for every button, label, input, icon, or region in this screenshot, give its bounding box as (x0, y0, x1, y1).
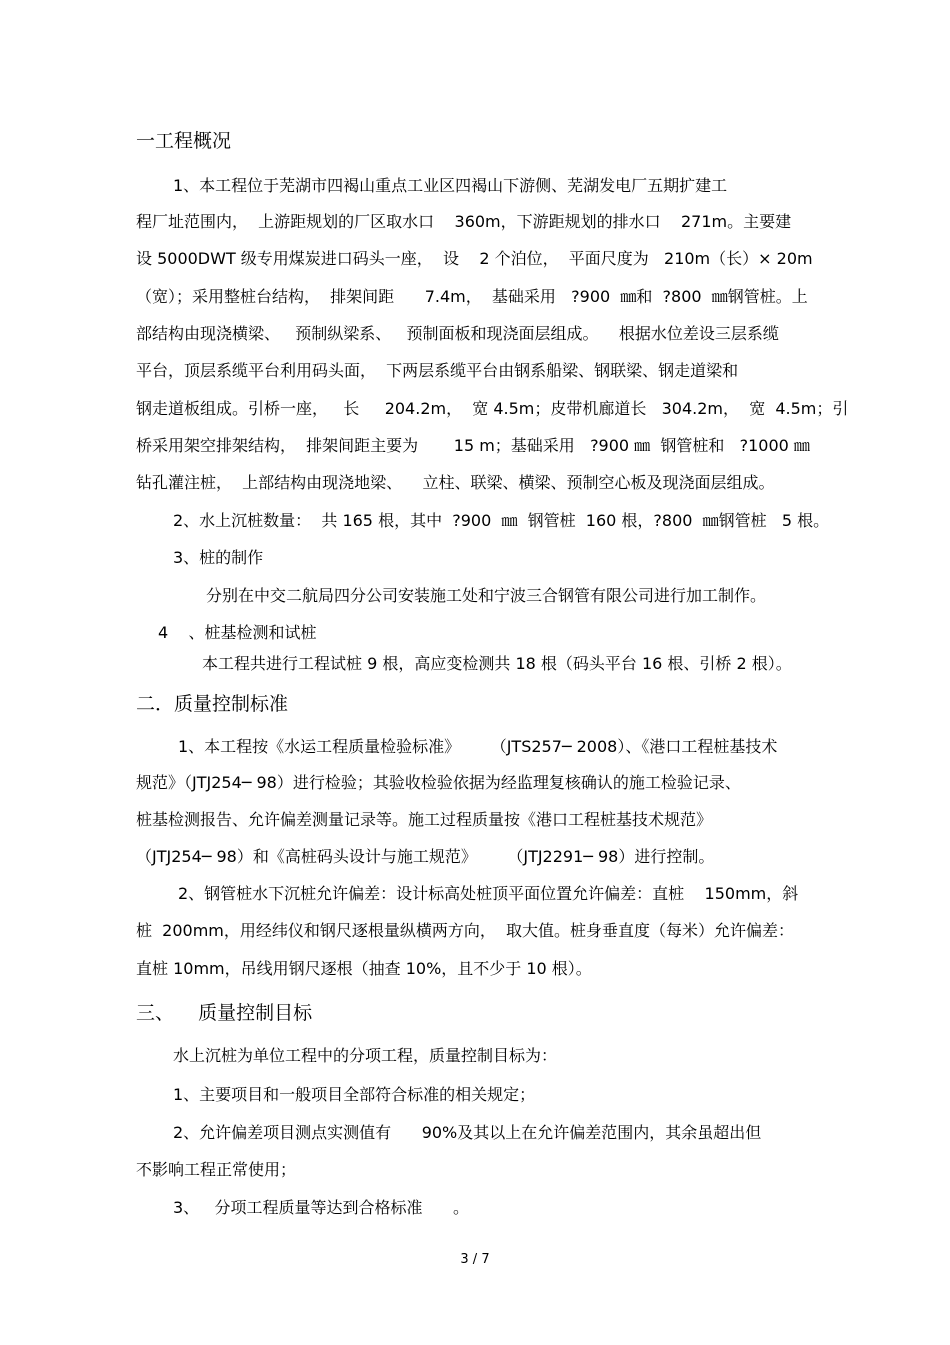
section-heading-2: 二．质量控制标准 (136, 693, 289, 715)
paragraph-line: 钻孔灌注桩， 上部结构由现浇地梁、 立柱、联梁、横梁、预制空心板及现浇面层组成。 (136, 473, 775, 492)
paragraph-line: 设 5000DWT 级专用煤炭进口码头一座， 设 2 个泊位， 平面尺度为 210m（长）× 20m (136, 249, 813, 268)
paragraph-line: 平台，顶层系缆平台利用码头面， 下两层系缆平台由钢系船梁、钢联梁、钢走道梁和 (136, 361, 739, 380)
paragraph-line: 4 、桩基检测和试桩 (158, 623, 317, 642)
paragraph-line: 桩基检测报告、允许偏差测量记录等。施工过程质量按《港口工程桩基技术规范》 (136, 810, 713, 829)
paragraph-line: 桥采用架空排架结构， 排架间距主要为 15 m；基础采用 ?900 ㎜ 钢管桩和 ?1000 ㎜ (136, 436, 810, 455)
section-heading-1: 一工程概况 (136, 130, 232, 152)
paragraph-line: 规范》（JTJ254─ 98）进行检验；其验收检验依据为经监理复核确认的施工检验记录、 (136, 773, 741, 792)
paragraph-line: 部结构由现浇横梁、 预制纵梁系、 预制面板和现浇面层组成。 根据水位差设三层系缆 (136, 324, 779, 343)
paragraph-line: 水上沉桩为单位工程中的分项工程，质量控制目标为： (173, 1046, 558, 1065)
paragraph-line: 1、本工程按《水运工程质量检验标准》 （JTS257─ 2008）、《港口工程桩基技术 (178, 737, 778, 756)
paragraph-line: 直桩 10mm，吊线用钢尺逐根（抽查 10%，且不少于 10 根）。 (136, 959, 592, 978)
paragraph-line: 分别在中交二航局四分公司安装施工处和宁波三合钢管有限公司进行加工制作。 (206, 586, 767, 605)
list-item: 不影响工程正常使用； (136, 1160, 297, 1179)
paragraph-line: 3、桩的制作 (173, 548, 264, 567)
list-item: 1、主要项目和一般项目全部符合标准的相关规定； (173, 1085, 536, 1104)
paragraph-line: 2、水上沉桩数量： 共 165 根，其中 ?900 ㎜ 钢管桩 160 根，?800 ㎜钢管桩 5 根。 (173, 511, 830, 530)
list-item: 3、 分项工程质量等达到合格标准 。 (173, 1198, 469, 1217)
list-item: 2、允许偏差项目测点实测值有 90%及其以上在允许偏差范围内，其余虽超出但 (173, 1123, 762, 1142)
paragraph-line: （JTJ254─ 98）和《高桩码头设计与施工规范》 （JTJ2291─ 98）进行控制。 (136, 847, 715, 866)
paragraph-line: 程厂址范围内， 上游距规划的厂区取水口 360m，下游距规划的排水口 271m。主要建 (136, 212, 792, 231)
paragraph-line: （宽）；采用整桩台结构， 排架间距 7.4m， 基础采用 ?900 ㎜和 ?800 ㎜钢管桩。上 (136, 287, 808, 306)
page-number: 3 / 7 (460, 1252, 490, 1267)
paragraph-line: 桩 200mm，用经纬仪和钢尺逐根量纵横两方向， 取大值。桩身垂直度（每米）允许偏差： (136, 921, 795, 940)
paragraph-line: 本工程共进行工程试桩 9 根，高应变检测共 18 根（码头平台 16 根、引桥 2 根）。 (202, 654, 792, 673)
paragraph-line: 1、本工程位于芜湖市四褐山重点工业区四褐山下游侧、芜湖发电厂五期扩建工 (173, 176, 728, 195)
paragraph-line: 2、钢管桩水下沉桩允许偏差：设计标高处桩顶平面位置允许偏差：直桩 150mm，斜 (178, 884, 799, 903)
section-heading-3: 三、 质量控制目标 (136, 1002, 313, 1024)
paragraph-line: 钢走道板组成。引桥一座， 长 204.2m， 宽 4.5m；皮带机廊道长 304.2m， 宽 4.5m；引 (136, 399, 849, 418)
